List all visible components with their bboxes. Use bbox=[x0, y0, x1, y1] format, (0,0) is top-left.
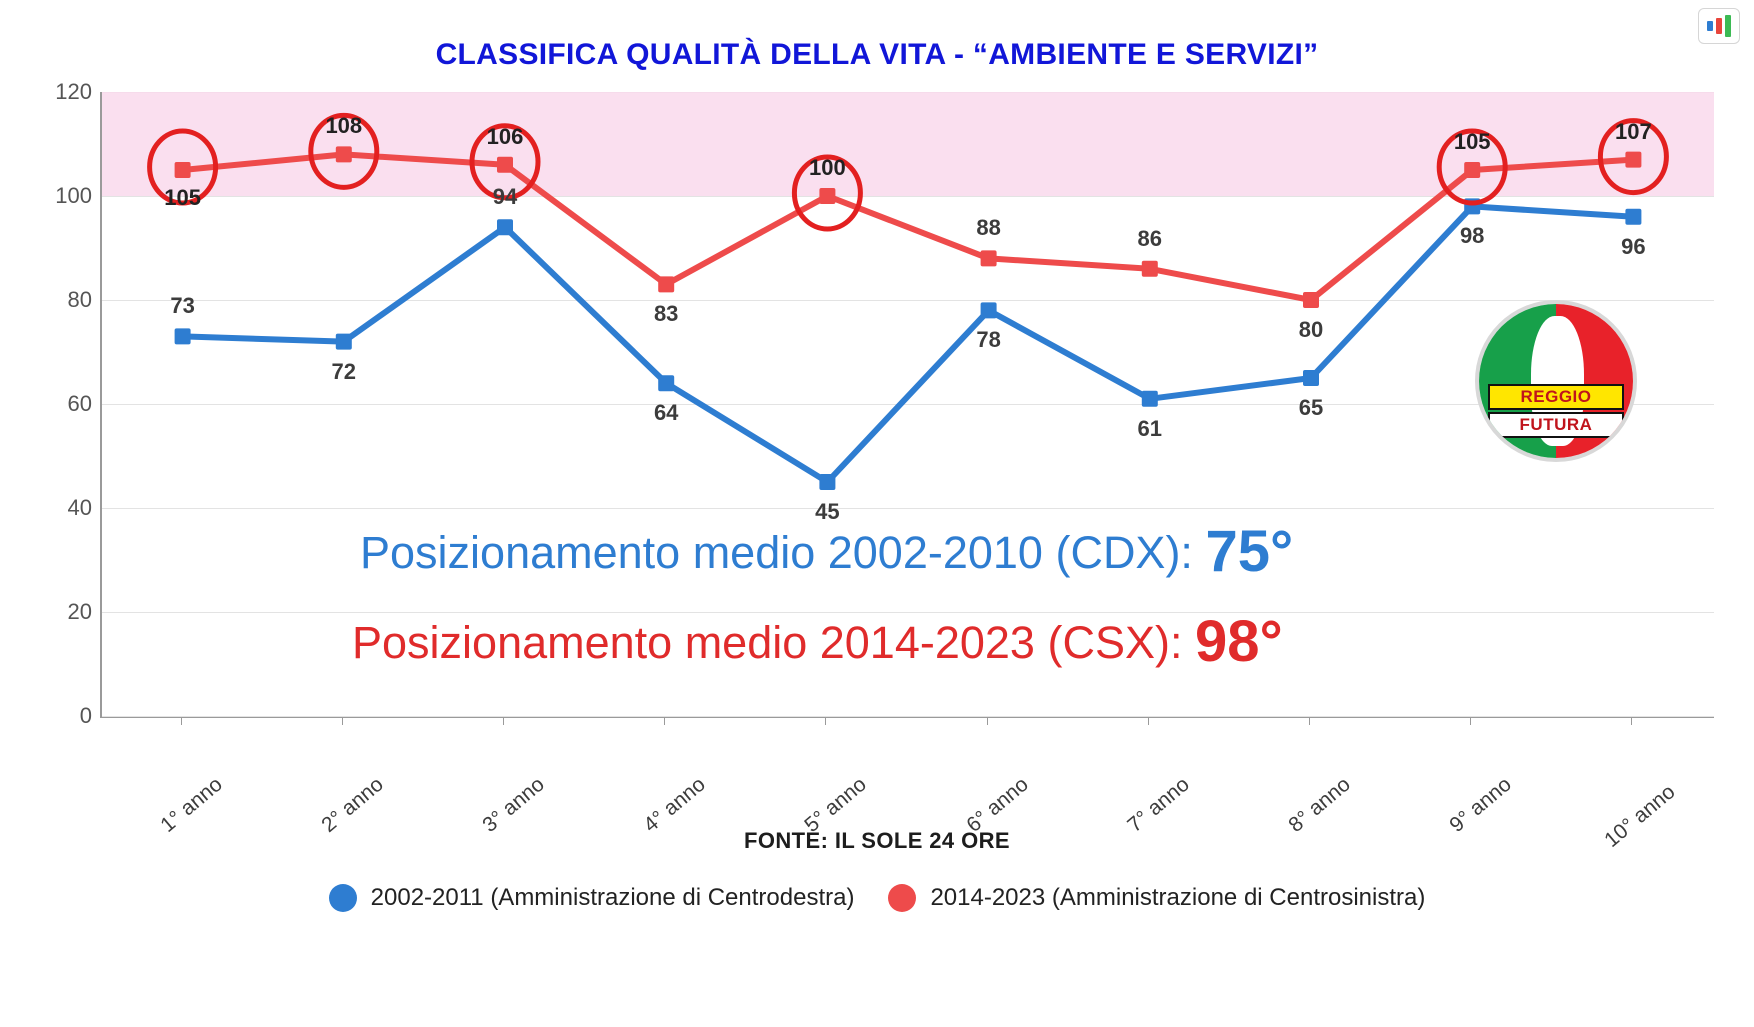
data-point-label: 86 bbox=[1137, 225, 1163, 251]
bar-glyph-1 bbox=[1707, 21, 1713, 31]
data-point-label: 73 bbox=[170, 293, 195, 319]
average-csx-label: Posizionamento medio 2014-2023 (CSX): bbox=[352, 617, 1183, 668]
data-point-label: 88 bbox=[976, 215, 1001, 241]
average-cdx-value: 75° bbox=[1205, 519, 1294, 584]
data-point-label: 83 bbox=[653, 301, 679, 327]
x-axis-tick-mark bbox=[1309, 718, 1310, 725]
data-point-label: 106 bbox=[486, 123, 524, 149]
data-point-label: 107 bbox=[1615, 118, 1652, 144]
y-axis-tick-label: 20 bbox=[67, 599, 92, 624]
data-point-label: 45 bbox=[815, 499, 840, 524]
x-axis-tick-mark bbox=[987, 718, 988, 725]
bar-glyph-2 bbox=[1716, 18, 1722, 34]
legend-label: 2002-2011 (Amministrazione di Centrodestra) bbox=[370, 884, 855, 911]
data-point-marker bbox=[1142, 391, 1158, 407]
data-point-label: 96 bbox=[1621, 233, 1646, 259]
data-point-label: 64 bbox=[653, 400, 679, 426]
series-line bbox=[183, 206, 1634, 482]
x-axis-tick-label: 6° anno bbox=[961, 772, 1033, 838]
x-axis-tick-label: 1° anno bbox=[155, 772, 227, 838]
source-note: FONTE: IL SOLE 24 ORE bbox=[744, 828, 1010, 853]
data-point-label: 98 bbox=[1459, 223, 1485, 249]
data-point-marker bbox=[497, 219, 513, 235]
data-point-label: 61 bbox=[1137, 415, 1163, 441]
data-point-marker bbox=[1303, 370, 1319, 386]
x-axis-tick-mark bbox=[664, 718, 665, 725]
logo-line-2: FUTURA bbox=[1488, 412, 1624, 438]
x-axis-tick-mark bbox=[503, 718, 504, 725]
x-axis-tick-label: 2° anno bbox=[317, 772, 388, 838]
gridline bbox=[102, 716, 1714, 717]
logo-line-1: REGGIO bbox=[1488, 384, 1624, 410]
data-point-label: 108 bbox=[325, 113, 363, 139]
bar-glyph-3 bbox=[1725, 15, 1731, 37]
data-point-marker bbox=[336, 146, 352, 162]
data-point-marker bbox=[1464, 162, 1480, 178]
average-cdx-label: Posizionamento medio 2002-2010 (CDX): bbox=[360, 527, 1193, 578]
average-cdx bbox=[360, 518, 1293, 585]
data-point-marker bbox=[1142, 261, 1158, 277]
x-axis-tick-label: 4° anno bbox=[639, 772, 710, 838]
data-point-label: 94 bbox=[492, 184, 518, 210]
series-line bbox=[183, 154, 1634, 300]
y-axis-tick-label: 60 bbox=[67, 391, 92, 416]
x-axis-tick-mark bbox=[1148, 718, 1149, 725]
y-axis-tick-label: 0 bbox=[79, 703, 92, 728]
data-point-marker bbox=[819, 474, 835, 490]
x-axis-tick-label: 8° anno bbox=[1284, 772, 1355, 838]
x-axis-tick-label: 5° anno bbox=[800, 772, 872, 838]
x-axis-tick-label: 3° anno bbox=[478, 772, 549, 838]
legend-color-swatch bbox=[329, 884, 357, 912]
data-point-label: 105 bbox=[164, 185, 201, 210]
data-point-marker bbox=[336, 334, 352, 350]
average-csx-value: 98° bbox=[1194, 609, 1283, 674]
y-axis-tick-label: 120 bbox=[55, 79, 92, 104]
x-axis-tick-mark bbox=[825, 718, 826, 725]
x-axis-tick-mark bbox=[342, 718, 343, 725]
y-axis-tick-label: 80 bbox=[67, 287, 92, 312]
reggio-futura-logo bbox=[1475, 300, 1637, 462]
data-point-label: 100 bbox=[809, 155, 846, 180]
data-point-label: 72 bbox=[331, 358, 357, 384]
legend-item[interactable] bbox=[888, 884, 1425, 912]
data-point-marker bbox=[1303, 292, 1319, 308]
data-point-label: 65 bbox=[1298, 395, 1324, 420]
legend bbox=[0, 884, 1754, 912]
data-point-marker bbox=[175, 162, 191, 178]
data-point-marker bbox=[658, 375, 674, 391]
x-axis-tick-mark bbox=[1470, 718, 1471, 725]
data-point-marker bbox=[819, 188, 835, 204]
y-axis-tick-label: 100 bbox=[55, 183, 92, 208]
legend-item[interactable] bbox=[329, 884, 855, 912]
x-axis-tick-mark bbox=[181, 718, 182, 725]
x-axis-tick-label: 9° anno bbox=[1445, 772, 1516, 838]
logo-ring bbox=[1475, 300, 1637, 462]
data-point-label: 78 bbox=[976, 327, 1001, 353]
legend-color-swatch bbox=[888, 884, 916, 912]
x-axis-tick-mark bbox=[1631, 718, 1632, 725]
y-axis-tick-label: 40 bbox=[67, 495, 92, 520]
x-axis-tick-label: 7° anno bbox=[1123, 772, 1194, 838]
legend-label: 2014-2023 (Amministrazione di Centrosinistra) bbox=[930, 884, 1426, 911]
data-point-marker bbox=[981, 302, 997, 318]
average-csx bbox=[352, 608, 1283, 675]
data-point-marker bbox=[497, 157, 513, 173]
x-axis-tick-label: 10° anno bbox=[1600, 780, 1680, 853]
data-point-marker bbox=[981, 250, 997, 266]
chart-title: CLASSIFICA QUALITÀ DELLA VITA - “AMBIENTE E SERVIZI” bbox=[435, 38, 1319, 71]
data-point-label: 105 bbox=[1453, 129, 1491, 154]
data-point-marker bbox=[1625, 209, 1641, 225]
data-point-marker bbox=[1625, 152, 1641, 168]
data-point-label: 80 bbox=[1298, 317, 1324, 342]
data-point-marker bbox=[175, 328, 191, 344]
data-point-marker bbox=[658, 276, 674, 292]
y-axis bbox=[20, 79, 92, 728]
